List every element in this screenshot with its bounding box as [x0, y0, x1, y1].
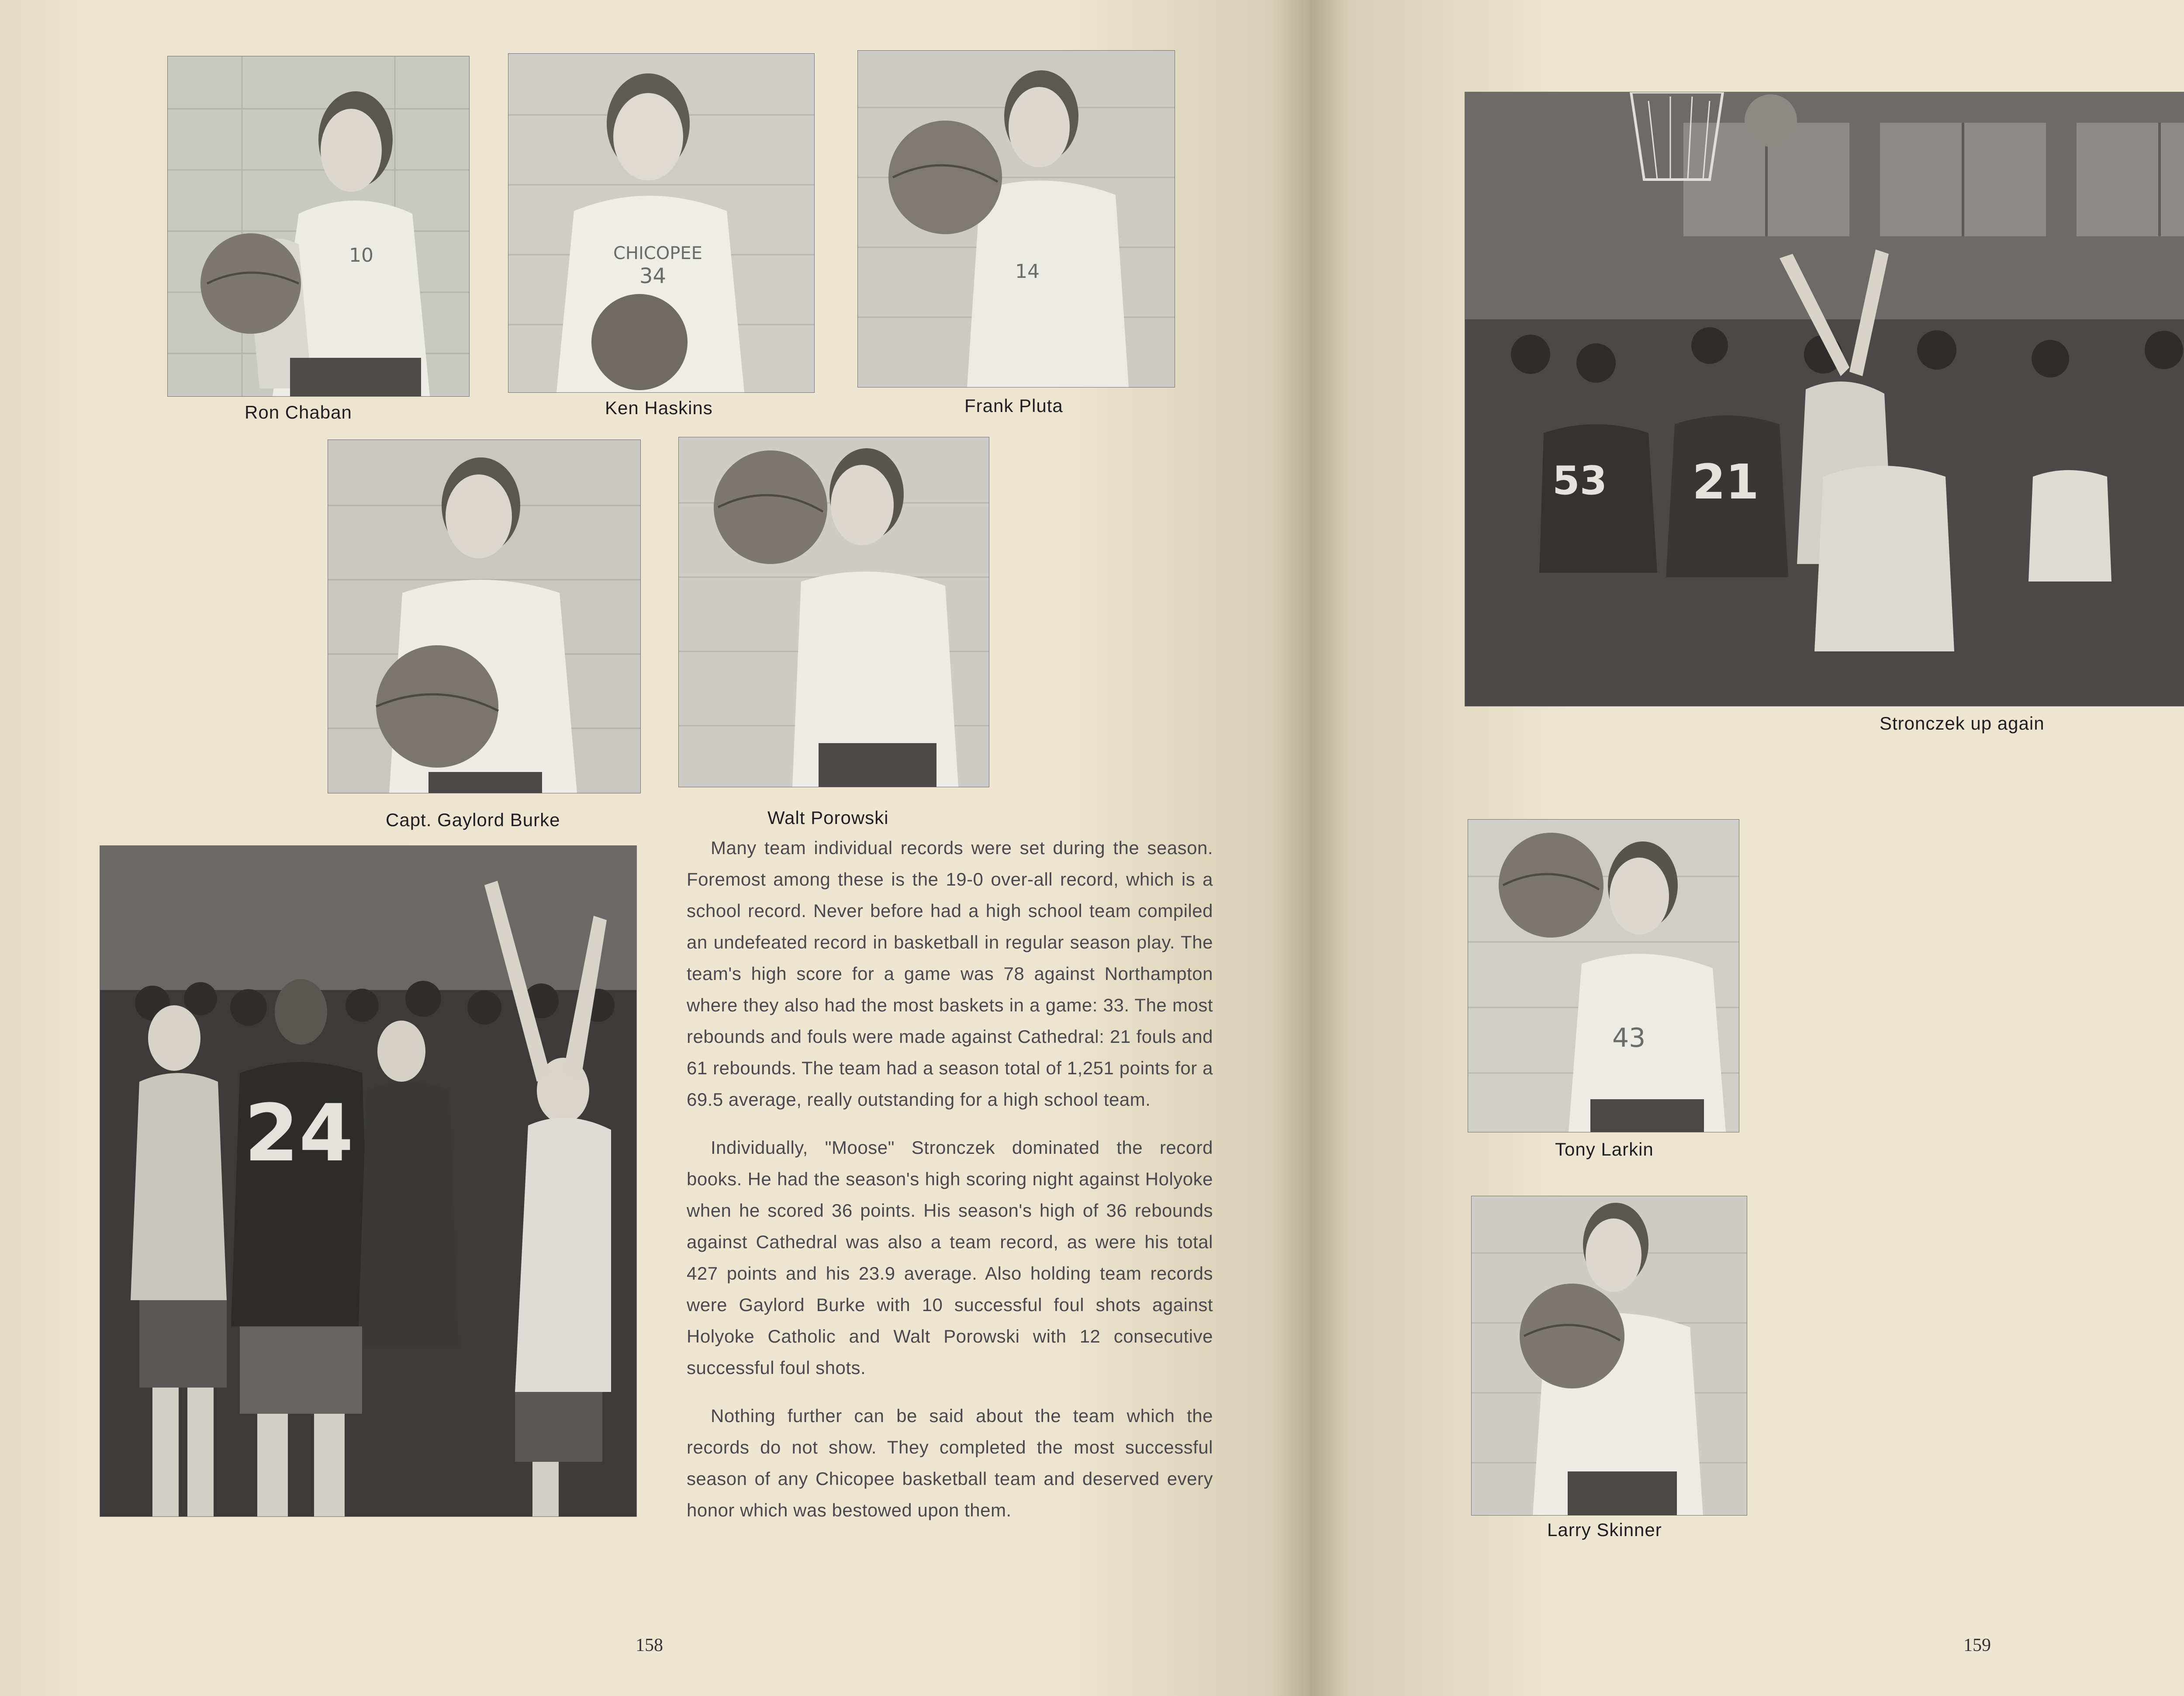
article-paragraph-3: Nothing further can be said about the team which the records do not show. They completed the most successful season of any Chicopee basketball team and deserved every honor which was bestowed upon them. — [687, 1405, 1213, 1520]
tony-larkin-jersey-number: 43 — [1612, 1023, 1646, 1053]
article-paragraph-1: Many team individual records were set during the season. Foremost among these is the 19-0 over-all record, which is a school record. Never before had a high school team compiled an undefeated record in basketball in regular season play. The team's high score for a game was 78 against Northampton where they also had the most baskets in a game: 33. The most rebounds and fouls were made against Cathedral: 21 fouls and 61 rebounds. The team had a season total of 1,251 points for a 69.5 average, really outstanding for a high school team. — [687, 838, 1213, 1110]
ken-haskins-jersey-number: 34 — [639, 264, 667, 288]
caption-larry-skinner: Larry Skinner — [1547, 1519, 1662, 1540]
frank-pluta-jersey-number: 14 — [1015, 260, 1040, 283]
caption-gaylord-burke: Capt. Gaylord Burke — [386, 810, 560, 830]
photo-ron-chaban — [167, 56, 470, 397]
action-jersey-21: 21 — [1692, 454, 1759, 510]
photo-game-action-left — [100, 845, 637, 1517]
right-page — [1310, 0, 2184, 1696]
record-article — [687, 832, 1213, 1543]
photo-tony-larkin — [1468, 819, 1739, 1132]
caption-walt-porowski: Walt Porowski — [767, 807, 889, 828]
action-jersey-53: 53 — [1552, 458, 1607, 504]
action-left-jersey-number: 24 — [244, 1088, 354, 1179]
photo-ken-haskins — [508, 53, 815, 393]
photo-stronczek-up-again — [1465, 92, 2184, 706]
page-number-right: 159 — [1963, 1635, 1991, 1655]
photo-walt-porowski — [678, 437, 989, 787]
ron-chaban-jersey-number: 10 — [349, 244, 373, 267]
page-number-left: 158 — [636, 1635, 663, 1655]
photo-gaylord-burke — [328, 440, 641, 793]
article-paragraph-2: Individually, "Moose" Stronczek dominated the record books. He had the season's high scoring night against Holyoke when he scored 36 points. His season's high of 36 rebounds against Cathedral was also a team record, as were his total 427 points and his 23.9 average. Also holding team records were Gaylord Burke with 10 successful foul shots against Holyoke Catholic and Walt Porowski with 12 consecutive successful foul shots. — [687, 1137, 1213, 1378]
photo-larry-skinner — [1471, 1196, 1747, 1516]
ken-haskins-jersey-name: CHICOPEE — [613, 243, 702, 263]
caption-stronczek-up-again: Stronczek up again — [1880, 713, 2045, 734]
caption-ron-chaban: Ron Chaban — [245, 402, 352, 422]
caption-frank-pluta: Frank Pluta — [964, 395, 1063, 416]
caption-tony-larkin: Tony Larkin — [1555, 1139, 1654, 1160]
photo-frank-pluta — [857, 50, 1175, 388]
caption-ken-haskins: Ken Haskins — [605, 398, 713, 418]
